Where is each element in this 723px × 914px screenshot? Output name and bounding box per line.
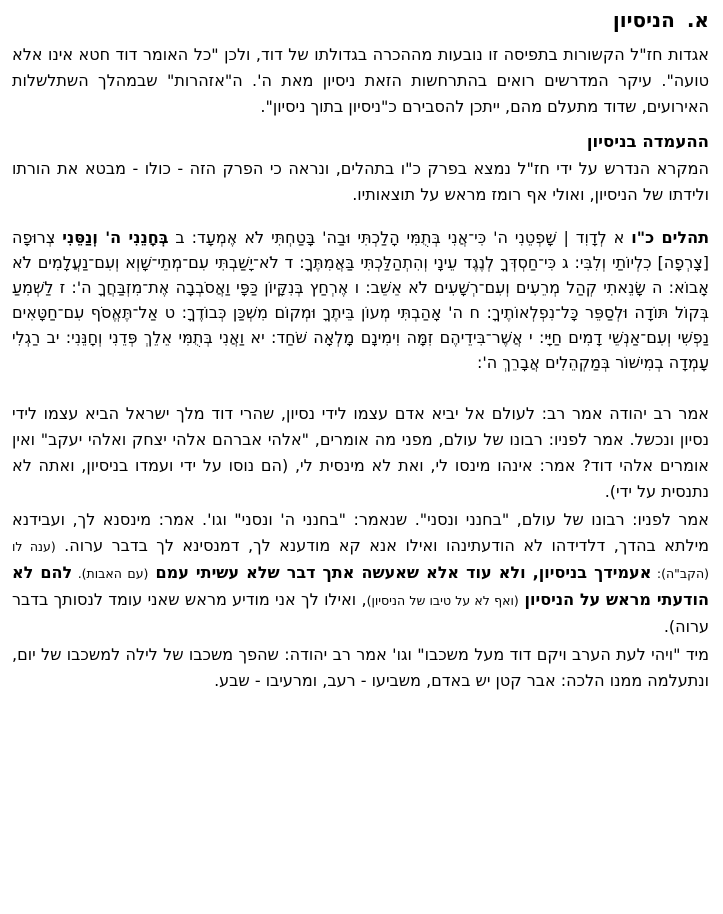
text-segment: צְרוּפָה [צָרְפָה] כִלְיוֹתַי וְלִבִּי: ג כִּי־חַסְדְּךָ לְנֶגֶד עֵינָי וְהִתְהַלַּכְתִּי בַּאֲמִתֶּךָ: ד לֹא־יָשַׁבְתִּי עִם־מְתֵי־שָׁוְא וְעִם־נַעֲלָמִים לֹא אָבוֹא: ה שָׂנֵאתִי קְהַל מְרֵעִים וְעִם־רְשָׁעִים לֹא אֵשֵׁב: ו אֶרְחַץ בְּנִקָּיוֹן כַּפָּי וַאֲסֹבְבָה אֶת־מִזְבַּחֲךָ ה': ז לַשְׁמִעַ בְּקוֹל תּוֹדָה וּלְסַפֵּר כָּל־נִפְלְאוֹתֶיךָ: ח ה' אָהַבְתִּי מְעוֹן בֵּיתֶךָ וּמְקוֹם מִשְׁכַּן כְּבוֹדֶךָ: ט אַל־תֶּאֱסֹף עִם־חַטָּאִים נַפְשִׁי וְעִם־אַנְשֵׁי דָמִים חַיָּי: י אֲשֶׁר־בִּידֵיהֶם זִמָּה וִימִינָם מָלְאָה שֹׁחַד: יא וַאֲנִי בְּתֻמִּי אֵלֵךְ פְּדֵנִי וְחָנֵּנִי: יב רַגְלִי עָמְדָה בְמִישׁוֹר בְּמַקְהֵלִים אֲבָרֵךְ ה': (12, 228, 709, 372)
section-number: א. (686, 8, 709, 32)
commentary-paragraph-1 (12, 401, 709, 505)
page-title (12, 8, 709, 32)
psalm-quote (12, 225, 709, 375)
text-segment: מיד "ויהי לעת הערב ויקם דוד מעל משכבו" וגו' אמר רב יהודה: שהפך משכבו של לילה למשכבו של יום, ונתעלמה ממנו הלכה: אבר קטן יש באדם, משביעו - רעב, ומרעיבו - שבע. (12, 645, 709, 690)
text-segment: (ואף לא על טיבו של הניסיון) (366, 593, 519, 608)
text-segment: בְּחָנֵנִי ה' וְנַסֵּנִי (62, 228, 169, 247)
subsection-paragraph: המקרא הנדרש על ידי חז"ל נמצא בפרק כ"ו בתהלים, ונראה כי הפרק הזה - כולו - מבטא את הורתו ולידתו של הניסיון, ואולי אף רומז מראש על תוצאותיו. (12, 159, 709, 204)
text-segment: (עם האבות). (72, 566, 149, 581)
text-segment: א לְדָוִד | שָׁפְטֵנִי ה' כִּי־אֲנִי בְּתֻמִּי הָלַכְתִּי וּבַה' בָּטַחְתִּי לֹא אֶמְעָד: ב (168, 228, 632, 247)
text-segment: (ענה לו (הקב"ה): (12, 539, 709, 581)
commentary-paragraph-3 (12, 642, 709, 694)
section-title-text: הניסיון (612, 8, 675, 32)
text-segment: להם לא הודעתי מראש על הניסיון (12, 563, 710, 609)
text-segment: , ואילו לך אני מודיע מראש שאני עומד לנסותך בדבר ערוה). (12, 590, 709, 636)
text-segment: אמר לפניו: רבונו של עולם, "בחנני ונסני". שנאמר: "בחנני ה' ונסני" וגו'. אמר: מינסנא לך, ועבידנא מילתא בהדך, דלדידהו לא הודעתינהו ואילו אנא קא מודענא לך, דמנסינא לך בדבר ערוה. (12, 510, 710, 555)
subsection-title: ההעמדה בניסיון (586, 132, 709, 151)
text-segment: תהלים כ"ו (631, 228, 709, 247)
intro-paragraph: אגדות חז"ל הקשורות בתפיסה זו נובעות מההכרה בגדולתו של דוד, ולכן "כל האומר דוד חטא אינו אלא טועה". עיקר המדרשים רואים בהתרחשות הזאת ניסיון מאת ה'. ה"אזהרות" שבמהלך השתלשלות האירועים, שדוד מתעלם מהם, ייתכן להסבירם כ"ניסיון בתוך ניסיון". (12, 45, 709, 116)
commentary-paragraph-2 (12, 507, 709, 640)
text-segment: אעמידך בניסיון, ולא עוד אלא שאעשה אתך דבר שלא עשיתי עמם (148, 563, 652, 582)
text-segment: אמר רב יהודה אמר רב: לעולם אל יביא אדם עצמו לידי נסיון, שהרי דוד מלך ישראל הביא עצמו לידי נסיון ונכשל. אמר לפניו: רבונו של עולם, מפני מה אומרים, "אלהי אברהם אלהי יצחק ואלהי יעקב" ואין אומרים אלהי דוד? אמר: אינהו מינסו לי, ואת לא מינסית לי, (הם נוסו על ידי ועמדו בניסיון, ואתה לא נתנסית על ידי). (12, 404, 709, 501)
